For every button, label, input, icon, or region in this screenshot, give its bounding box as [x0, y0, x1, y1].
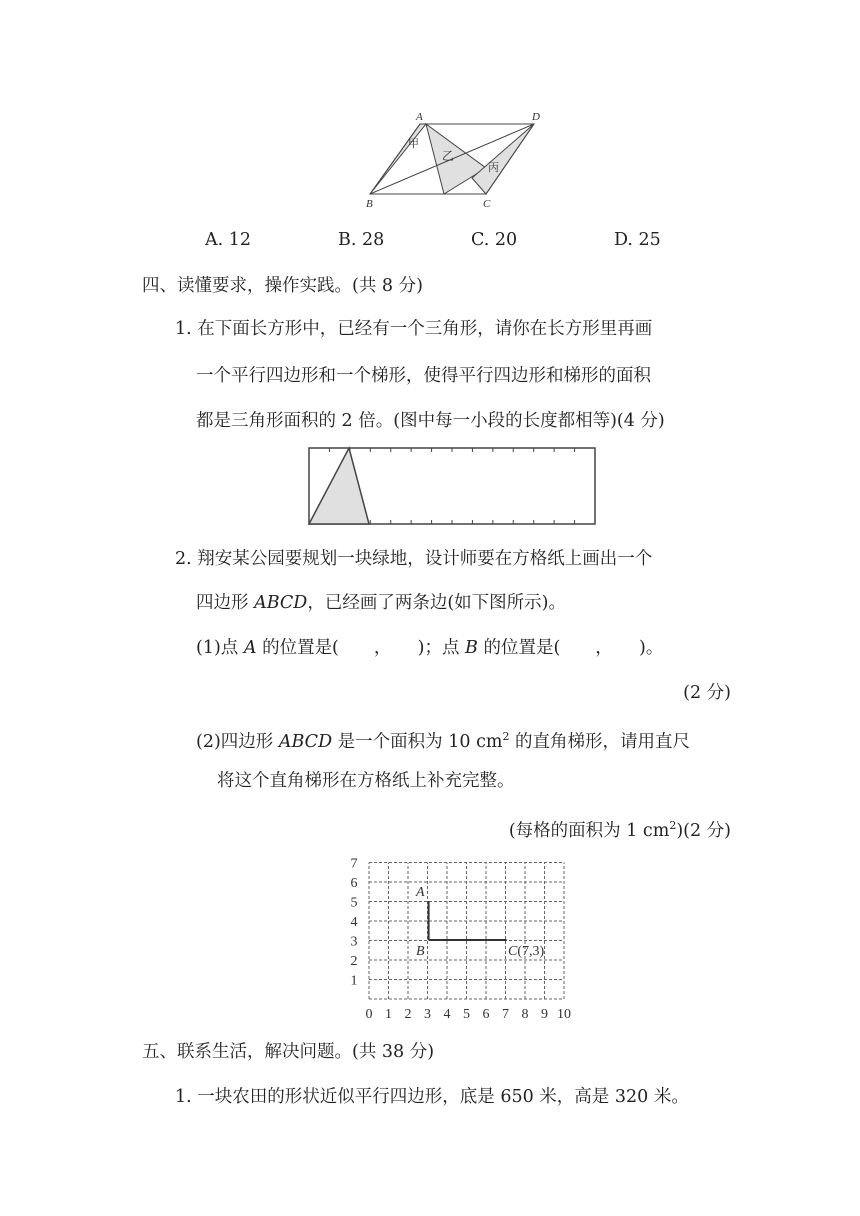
q2-part2-score [509, 814, 731, 843]
x-tick-label: 6 [482, 1007, 490, 1022]
coordinate-grid [340, 852, 590, 1024]
option-b: B. 28 [338, 230, 385, 250]
option-c: C. 20 [471, 230, 518, 250]
score-text-b: )(2 分) [676, 820, 731, 841]
y-tick-label: 5 [350, 895, 358, 911]
p2-sup: 2 [502, 730, 510, 743]
shaded-triangle-bing [472, 124, 534, 194]
x-tick-label: 0 [365, 1007, 373, 1022]
option-a: A. 12 [205, 230, 252, 250]
label-jia: 甲 [408, 138, 419, 150]
y-tick-label: 1 [350, 973, 358, 989]
label-c: C [483, 198, 491, 210]
q1-line-3: 都是三角形面积的 2 倍。(图中每一小段的长度都相等)(4 分) [196, 411, 665, 431]
q2-line-2-post: ，已经画了两条边(如下图所示)。 [307, 593, 566, 613]
label-d: D [532, 111, 540, 123]
grid-label-c-letter: C [508, 944, 518, 959]
grid-label-c [508, 944, 545, 959]
label-a: A [416, 111, 423, 123]
label-yi: 乙 [442, 149, 455, 163]
label-b: B [366, 198, 373, 210]
y-tick-label: 4 [350, 915, 358, 930]
q1-line-2: 一个平行四边形和一个梯形，使得平行四边形和梯形的面积 [196, 366, 651, 386]
q1-line-1: 1. 在下面长方形中，已经有一个三角形，请你在长方形里再画 [175, 319, 653, 339]
y-tick-label: 7 [350, 856, 358, 872]
p1-text-a: (1)点 [196, 638, 244, 658]
shaded-triangle-jia [370, 124, 426, 194]
q2-abcd: ABCD [254, 593, 308, 613]
x-tick-label: 9 [541, 1007, 548, 1022]
grid-label-b: B [416, 944, 425, 959]
grid-label-c-coord: (7,3) [517, 944, 545, 959]
q2-part2-line-2: 将这个直角梯形在方格纸上补充完整。 [217, 771, 515, 791]
p1-text-b: 的位置是( ， )；点 [256, 638, 466, 658]
q2-line-2-pre: 四边形 [196, 593, 255, 613]
x-tick-label: 7 [502, 1007, 509, 1022]
y-tick-label: 6 [350, 876, 358, 891]
q2-part1-score: (2 分) [683, 683, 731, 703]
x-tick-label: 8 [521, 1007, 529, 1022]
x-tick-label: 10 [557, 1007, 571, 1022]
x-tick-label: 4 [443, 1007, 451, 1022]
parallelogram-figure [360, 108, 550, 213]
section-4-heading: 四、读懂要求，操作实践。(共 8 分) [142, 276, 423, 296]
p1-text-c: 的位置是( ， )。 [477, 638, 664, 658]
section-5-q1: 1. 一块农田的形状近似平行四边形，底是 650 米，高是 320 米。 [175, 1087, 689, 1107]
x-tick-label: 3 [424, 1007, 431, 1022]
p1-point-a: A [243, 638, 257, 658]
y-tick-label: 2 [350, 954, 358, 969]
p2-text-a: (2)四边形 [196, 731, 279, 752]
grid-label-a: A [416, 885, 425, 900]
q2-line-2 [196, 591, 566, 615]
grid-lines [369, 863, 564, 1000]
p1-point-b: B [465, 638, 478, 658]
score-text-a: (每格的面积为 1 cm [508, 820, 670, 841]
section-5-heading: 五、联系生活，解决问题。(共 38 分) [142, 1042, 435, 1062]
p2-text-c: 的直角梯形，请用直尺 [509, 731, 691, 752]
q2-part2 [196, 725, 690, 754]
p2-text-b: 是一个面积为 10 cm [332, 731, 503, 752]
option-d: D. 25 [614, 230, 661, 250]
x-tick-label: 2 [404, 1007, 412, 1022]
p2-abcd: ABCD [278, 731, 333, 752]
given-triangle [309, 448, 369, 524]
x-tick-label: 1 [385, 1007, 392, 1022]
label-bing: 丙 [488, 162, 499, 174]
x-tick-label: 5 [463, 1007, 470, 1022]
y-tick-label: 3 [350, 934, 358, 950]
q2-line-1: 2. 翔安某公园要规划一块绿地，设计师要在方格纸上画出一个 [175, 549, 653, 569]
q2-part1 [196, 636, 663, 660]
rectangle-figure [306, 445, 598, 527]
score-sup: 2 [669, 819, 677, 832]
